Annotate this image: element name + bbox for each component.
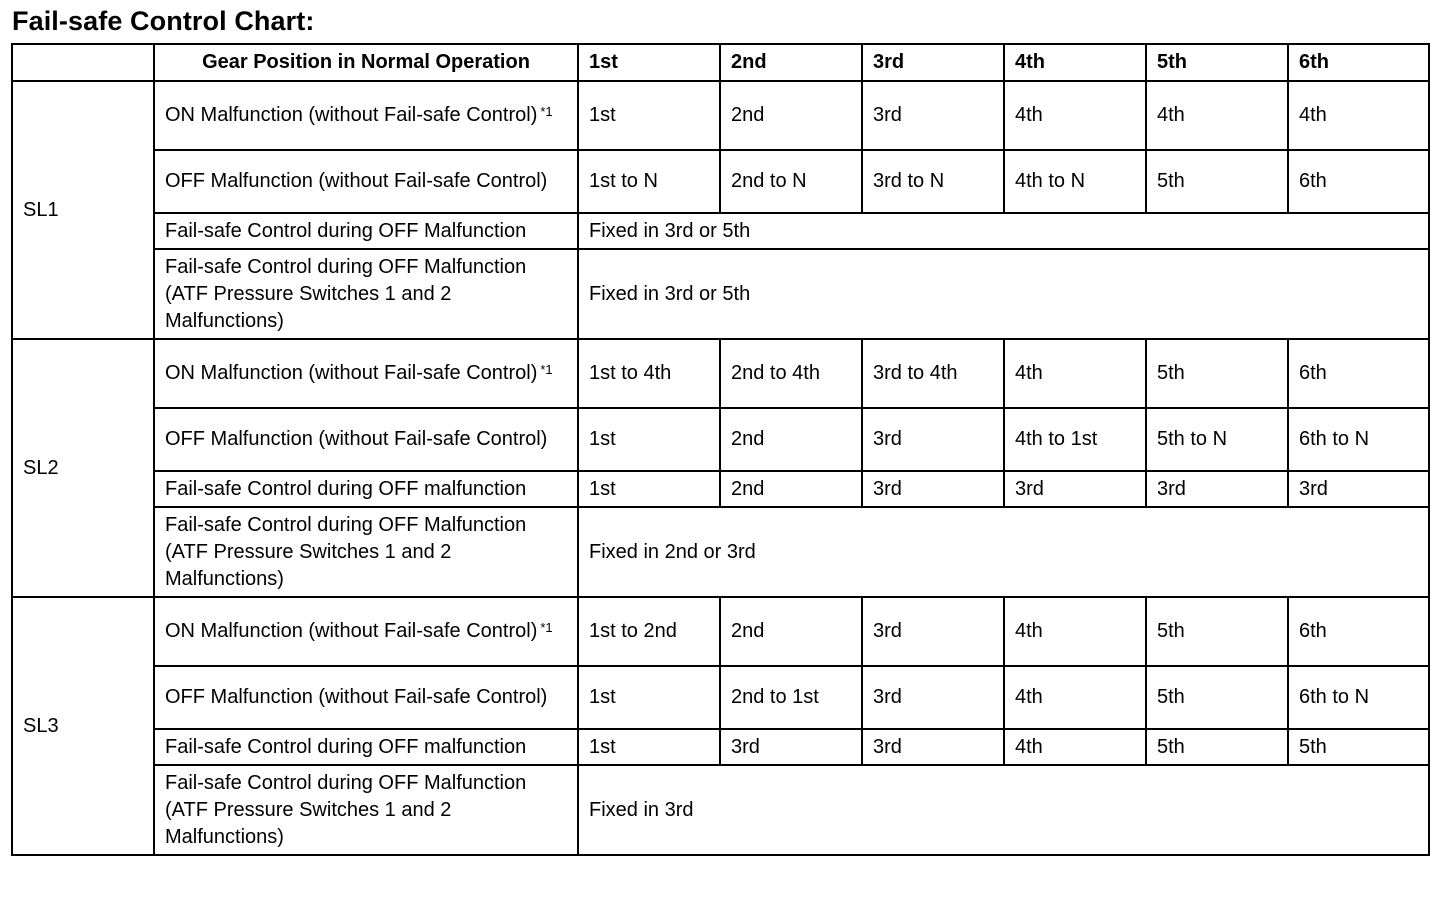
gear-value-cell: 1st to N xyxy=(578,150,720,213)
gear-value-cell: 1st xyxy=(578,408,720,471)
footnote-marker: *1 xyxy=(540,362,553,377)
fixed-gear-cell: Fixed in 3rd or 5th xyxy=(578,213,1429,249)
condition-cell xyxy=(154,729,578,765)
gear-value-cell: 1st xyxy=(578,471,720,507)
gear-value-cell: 4th xyxy=(1004,339,1146,408)
condition-cell xyxy=(154,81,578,150)
gear-value-cell: 3rd xyxy=(1288,471,1429,507)
condition-text: Fail-safe Control during OFF Malfunction (ATF Pressure Switches 1 and 2 Malfunctions) xyxy=(165,771,527,848)
condition-text: Fail-safe Control during OFF Malfunction xyxy=(165,219,527,242)
condition-cell xyxy=(154,150,578,213)
gear-value-cell: 2nd to 1st xyxy=(720,666,862,729)
condition-text: Fail-safe Control during OFF Malfunction (ATF Pressure Switches 1 and 2 Malfunctions) xyxy=(165,513,527,590)
header-gear-1st: 1st xyxy=(578,44,720,81)
table-row xyxy=(12,81,1429,150)
gear-value-cell: 3rd xyxy=(720,729,862,765)
gear-value-cell: 5th xyxy=(1146,729,1288,765)
footnote-marker: *1 xyxy=(540,620,553,635)
table-body xyxy=(12,81,1429,855)
condition-text: Fail-safe Control during OFF malfunction xyxy=(165,477,527,500)
gear-value-cell: 3rd xyxy=(862,81,1004,150)
gear-value-cell: 5th xyxy=(1146,339,1288,408)
table-row xyxy=(12,507,1429,597)
table-row xyxy=(12,666,1429,729)
gear-value-cell: 4th to 1st xyxy=(1004,408,1146,471)
gear-value-cell: 4th xyxy=(1004,729,1146,765)
gear-value-cell: 3rd xyxy=(1146,471,1288,507)
condition-text: OFF Malfunction (without Fail-safe Control) xyxy=(165,428,548,450)
table-row xyxy=(12,729,1429,765)
gear-value-cell: 3rd xyxy=(862,729,1004,765)
gear-value-cell: 3rd xyxy=(862,666,1004,729)
condition-cell xyxy=(154,408,578,471)
gear-value-cell: 4th xyxy=(1004,81,1146,150)
header-gear-5th: 5th xyxy=(1146,44,1288,81)
condition-text: OFF Malfunction (without Fail-safe Control) xyxy=(165,170,548,192)
gear-value-cell: 5th xyxy=(1288,729,1429,765)
gear-value-cell: 2nd xyxy=(720,408,862,471)
table-row xyxy=(12,150,1429,213)
page-title: Fail-safe Control Chart: xyxy=(12,6,315,36)
condition-text: Fail-safe Control during OFF Malfunction (ATF Pressure Switches 1 and 2 Malfunctions) xyxy=(165,255,527,332)
gear-value-cell: 5th to N xyxy=(1146,408,1288,471)
gear-value-cell: 6th xyxy=(1288,339,1429,408)
condition-cell xyxy=(154,213,578,249)
footnote-marker: *1 xyxy=(540,104,553,119)
condition-cell xyxy=(154,666,578,729)
gear-value-cell: 4th xyxy=(1004,666,1146,729)
gear-value-cell: 4th xyxy=(1146,81,1288,150)
table-row xyxy=(12,471,1429,507)
header-gear-6th: 6th xyxy=(1288,44,1429,81)
condition-text: Fail-safe Control during OFF malfunction xyxy=(165,735,527,758)
condition-text: OFF Malfunction (without Fail-safe Control) xyxy=(165,686,548,708)
condition-cell xyxy=(154,471,578,507)
gear-value-cell: 1st xyxy=(578,81,720,150)
table-row xyxy=(12,213,1429,249)
gear-value-cell: 1st xyxy=(578,729,720,765)
solenoid-label-sl1: SL1 xyxy=(12,81,154,339)
table-row xyxy=(12,765,1429,855)
condition-cell xyxy=(154,249,578,339)
condition-cell xyxy=(154,507,578,597)
header-blank-cell xyxy=(12,44,154,81)
gear-value-cell: 2nd to N xyxy=(720,150,862,213)
condition-cell xyxy=(154,765,578,855)
gear-value-cell: 2nd xyxy=(720,81,862,150)
header-gear-2nd: 2nd xyxy=(720,44,862,81)
table-row xyxy=(12,339,1429,408)
gear-value-cell: 3rd xyxy=(862,597,1004,666)
condition-text: ON Malfunction (without Fail-safe Control) xyxy=(165,620,538,642)
condition-text: ON Malfunction (without Fail-safe Control) xyxy=(165,104,538,126)
solenoid-label-sl2: SL2 xyxy=(12,339,154,597)
gear-value-cell: 6th to N xyxy=(1288,408,1429,471)
gear-value-cell: 6th xyxy=(1288,150,1429,213)
gear-value-cell: 2nd xyxy=(720,597,862,666)
fail-safe-control-table xyxy=(11,43,1430,856)
gear-value-cell: 5th xyxy=(1146,597,1288,666)
gear-value-cell: 5th xyxy=(1146,666,1288,729)
gear-value-cell: 2nd to 4th xyxy=(720,339,862,408)
gear-value-cell: 2nd xyxy=(720,471,862,507)
table-row xyxy=(12,249,1429,339)
header-row xyxy=(12,44,1429,81)
gear-value-cell: 4th to N xyxy=(1004,150,1146,213)
gear-value-cell: 1st to 4th xyxy=(578,339,720,408)
gear-value-cell: 3rd xyxy=(862,471,1004,507)
gear-value-cell: 1st xyxy=(578,666,720,729)
gear-value-cell: 3rd xyxy=(1004,471,1146,507)
fixed-gear-cell: Fixed in 3rd xyxy=(578,765,1429,855)
fixed-gear-cell: Fixed in 3rd or 5th xyxy=(578,249,1429,339)
gear-value-cell: 1st to 2nd xyxy=(578,597,720,666)
table-row xyxy=(12,408,1429,471)
gear-value-cell: 6th xyxy=(1288,597,1429,666)
gear-value-cell: 3rd to 4th xyxy=(862,339,1004,408)
gear-value-cell: 6th to N xyxy=(1288,666,1429,729)
gear-value-cell: 5th xyxy=(1146,150,1288,213)
header-condition: Gear Position in Normal Operation xyxy=(154,44,578,81)
header-gear-3rd: 3rd xyxy=(862,44,1004,81)
condition-text: ON Malfunction (without Fail-safe Control) xyxy=(165,362,538,384)
condition-cell xyxy=(154,597,578,666)
gear-value-cell: 3rd to N xyxy=(862,150,1004,213)
gear-value-cell: 4th xyxy=(1004,597,1146,666)
gear-value-cell: 3rd xyxy=(862,408,1004,471)
header-gear-4th: 4th xyxy=(1004,44,1146,81)
fixed-gear-cell: Fixed in 2nd or 3rd xyxy=(578,507,1429,597)
solenoid-label-sl3: SL3 xyxy=(12,597,154,855)
condition-cell xyxy=(154,339,578,408)
table-row xyxy=(12,597,1429,666)
gear-value-cell: 4th xyxy=(1288,81,1429,150)
